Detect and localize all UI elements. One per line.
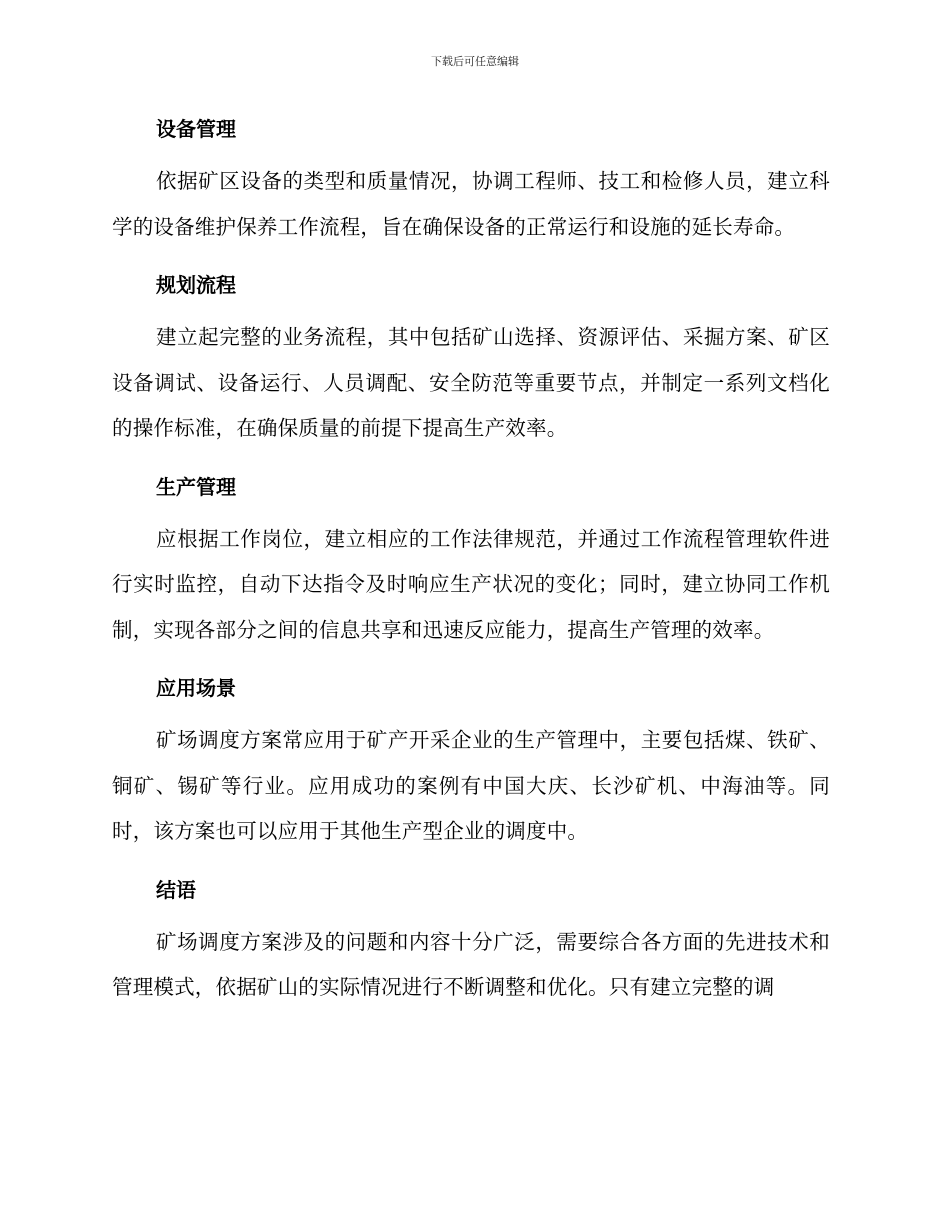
section-application-scenarios [112, 667, 830, 855]
section-conclusion [112, 869, 830, 1011]
section-paragraph: 应根据工作岗位，建立相应的工作法律规范，并通过工作流程管理软件进行实时监控，自动下达指令及时响应生产状况的变化；同时，建立协同工作机制，实现各部分之间的信息共享和迅速反应能力，提高生产管理的效率。 [112, 526, 830, 642]
page-header-note: 下载后可任意编辑 [431, 55, 519, 68]
section-title: 应用场景 [156, 676, 236, 700]
document-body [112, 108, 830, 1011]
section-title: 结语 [156, 877, 196, 902]
section-paragraph: 矿场调度方案常应用于矿产开采企业的生产管理中，主要包括煤、铁矿、铜矿、锡矿等行业。应用成功的案例有中国大庆、长沙矿机、中海油等。同时，该方案也可以应用于其他生产型企业的调度中。 [112, 728, 830, 843]
section-planning-process [112, 264, 830, 452]
section-paragraph: 建立起完整的业务流程，其中包括矿山选择、资源评估、采掘方案、矿区设备调试、设备运行、人员调配、安全防范等重要节点，并制定一系列文档化的操作标准，在确保质量的前提下提高生产效率。 [112, 325, 830, 440]
section-paragraph: 依据矿区设备的类型和质量情况，协调工程师、技工和检修人员，建立科学的设备维护保养工作流程，旨在确保设备的正常运行和设施的延长寿命。 [112, 169, 830, 239]
section-title: 设备管理 [156, 117, 236, 141]
section-paragraph: 矿场调度方案涉及的问题和内容十分广泛，需要综合各方面的先进技术和管理模式，依据矿山的实际情况进行不断调整和优化。只有建立完整的调 [112, 929, 830, 999]
section-production-management [112, 466, 830, 654]
section-equipment-management [112, 108, 830, 250]
section-title: 生产管理 [156, 474, 236, 499]
section-title: 规划流程 [156, 273, 236, 297]
